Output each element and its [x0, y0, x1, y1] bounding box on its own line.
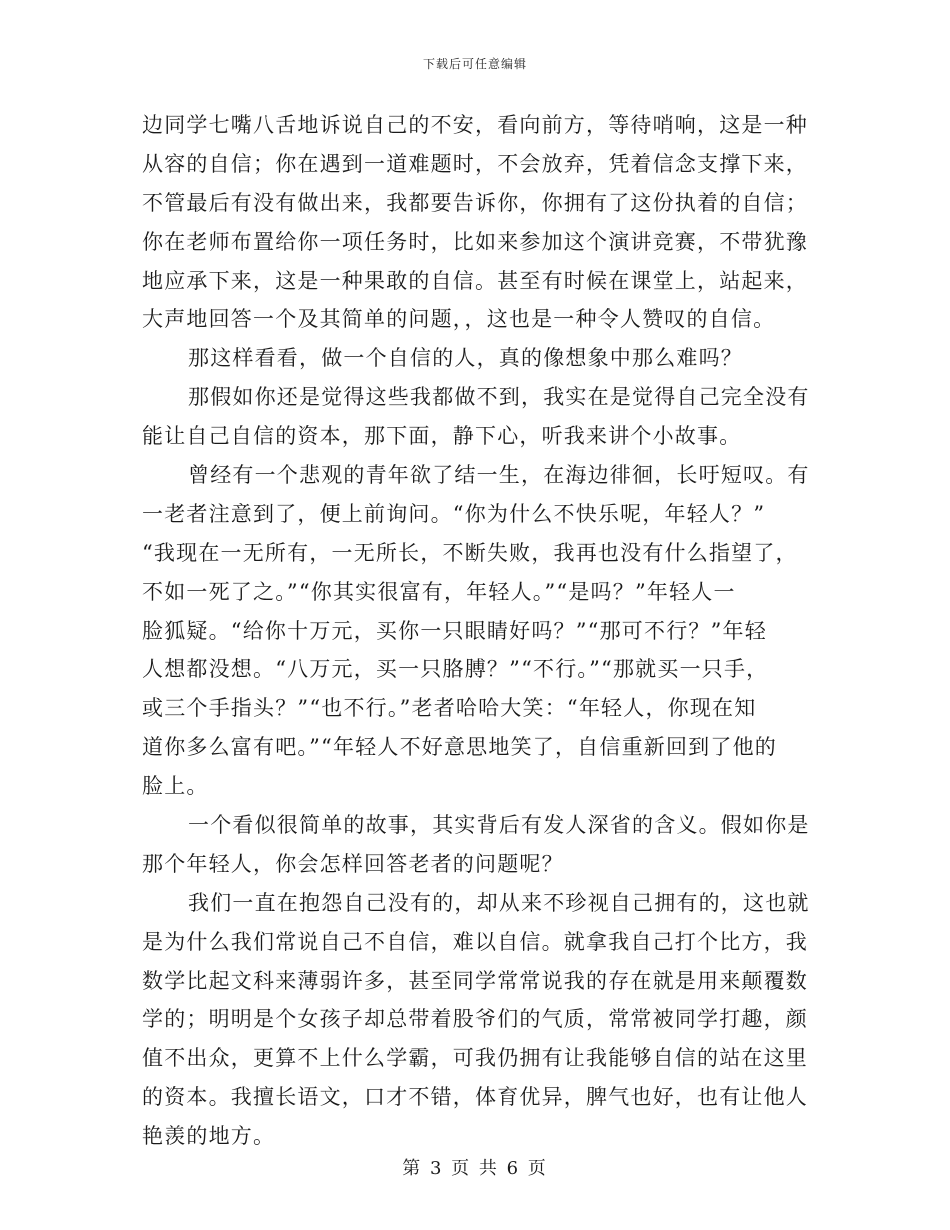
text-line: 或三个手指头？”“也不行。”老者哈哈大笑：“年轻人，你现在知 [142, 696, 757, 721]
text-line: 艳羡的地方。 [142, 1124, 276, 1149]
text-line: 能让自己自信的资本，那下面，静下心，听我来讲个小故事。 [142, 424, 742, 449]
text-line: 学的；明明是个女孩子却总带着股爷们的气质，常常被同学打趣，颜 [142, 1007, 808, 1032]
paragraph-start-line: 曾经有一个悲观的青年欲了结一生，在海边徘徊，长吁短叹。有 [188, 463, 810, 488]
paragraph-start-line: 那假如你还是觉得这些我都做不到，我实在是觉得自己完全没有 [188, 385, 810, 410]
text-line: 大声地回答一个及其简单的问题，，这也是一种令人赞叹的自信。 [142, 307, 776, 332]
text-line: 边同学七嘴八舌地诉说自己的不安，看向前方，等待哨响，这是一种 [142, 113, 808, 137]
text-line: 是为什么我们常说自己不自信，难以自信。就拿我自己打个比方，我 [142, 929, 808, 954]
text-line: 你在老师布置给你一项任务时，比如来参加这个演讲竞赛，不带犹豫 [142, 229, 808, 254]
paragraph-start-line: 一个看似很简单的故事，其实背后有发人深省的含义。假如你是 [188, 813, 810, 838]
text-line: 数学比起文科来薄弱许多，甚至同学常常说我的存在就是用来颠覆数 [142, 968, 808, 993]
text-line: 地应承下来，这是一种果敢的自信。甚至有时候在课堂上，站起来， [142, 268, 808, 293]
paragraph-start-line: 我们一直在抱怨自己没有的，却从来不珍视自己拥有的，这也就 [188, 890, 810, 915]
text-line: 人想都没想。“八万元，买一只胳膊？”“不行。”“那就买一只手， [142, 657, 769, 682]
text-line: 从容的自信；你在遇到一道难题时，不会放弃，凭着信念支撑下来， [142, 151, 808, 176]
page-number-footer: 第 3 页 共 6 页 [402, 1158, 548, 1179]
text-line: “我现在一无所有，一无所长，不断失败，我再也没有什么指望了， [142, 540, 798, 565]
text-line: 的资本。我擅长语文，口才不错，体育优异，脾气也好，也有让他人 [142, 1085, 808, 1110]
text-line: 那个年轻人，你会怎样回答老者的问题呢？ [142, 851, 564, 876]
paragraph-start-line: 那这样看看，做一个自信的人，真的像想象中那么难吗？ [188, 346, 743, 371]
page-header: 下载后可任意编辑 [422, 57, 527, 71]
text-line: 脸狐疑。“给你十万元，买你一只眼睛好吗？”“那可不行？”年轻 [142, 618, 767, 643]
text-line: 一老者注意到了，便上前询问。“你为什么不快乐呢，年轻人？” [142, 501, 766, 526]
text-line: 不管最后有没有做出来，我都要告诉你，你拥有了这份执着的自信； [142, 190, 808, 215]
text-line: 不如一死了之。”“你其实很富有，年轻人。”“是吗？”年轻人一 [142, 579, 736, 604]
document-body [142, 106, 810, 1156]
text-line: 道你多么富有吧。”“年轻人不好意思地笑了，自信重新回到了他的 [142, 735, 777, 760]
text-line: 值不出众，更算不上什么学霸，可我仍拥有让我能够自信的站在这里 [142, 1046, 808, 1071]
text-line: 脸上。 [142, 774, 209, 799]
